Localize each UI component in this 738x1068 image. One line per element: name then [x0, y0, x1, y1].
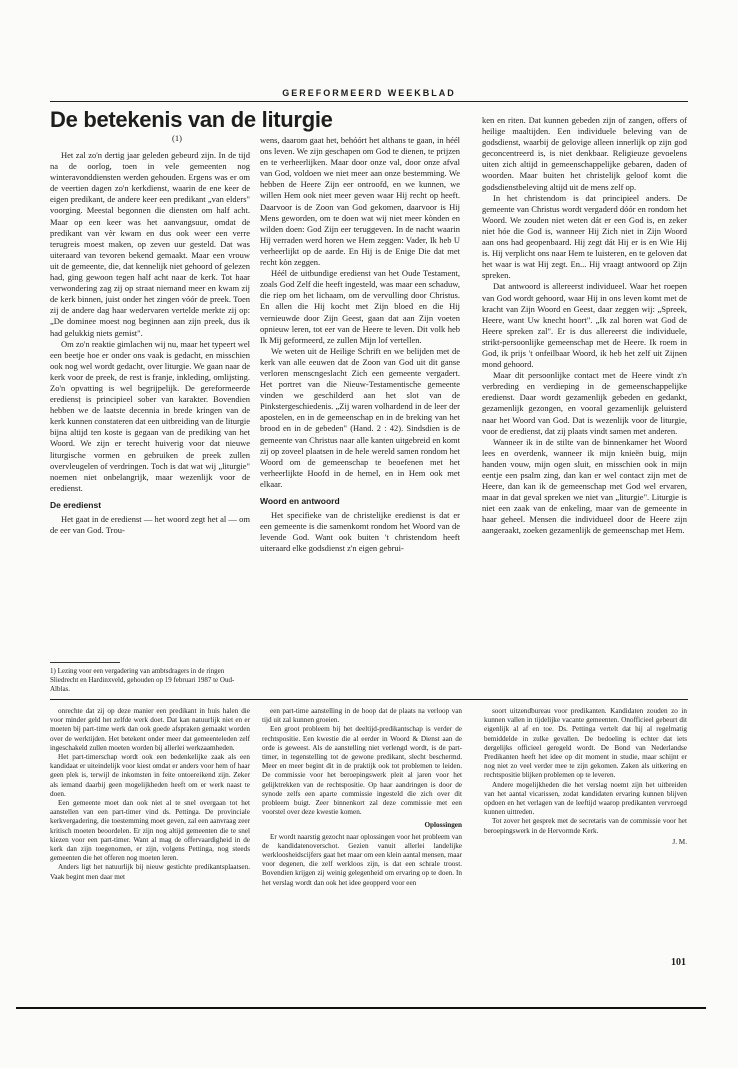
paragraph: Héél de uitbundige eredienst van het Oude Testament, zoals God Zelf die heeft ingesteld, was maar een schaduw, die riep om het lichaam, om de vervulling door Christus. En allen die Hij kocht met Zijn bloed en die Hij vernieuwde door Zijn Geest, gaan dat aan Zijn voeten opnieuw leren, tot eer van de Heere te leven. Dit volk heb Ik Mij geformeerd, ze zullen Mijn lof vertellen. — [260, 268, 460, 345]
paragraph: Een groot probleem bij het deeltijd-predikantschap is verder de rechtspositie. Een kwestie die al eerder in Woord & Dienst aan de orde is geweest. Als de aanstelling niet verlengd wordt, is de part-timer, in tegenstelling tot de gewone predikant, slecht beschermd. Meer en meer begint dit in de praktijk ook tot problemen te leiden. De commissie voor het beroepingswerk pleit al jaren voor het gelijktrekken van de rechtspositie. Op haar aandringen is door de synode zelfs een aparte commissie ingesteld die zich over dit probleem buigt. Zeer binnenkort zal deze commissie met een voorstel over deze kwestie komen. — [262, 725, 462, 817]
paragraph: Om zo'n reaktie gimlachen wij nu, maar het typeert wel een beetje hoe er onder ons vaak is gedacht, en misschien ook nog wel wordt gedacht, over liturgie. We gaan naar de kerk voor de preek, de rest is franje, inkleding, omlijsting. Zo'n opvatting is wel begrijpelijk. De gereformeerde erediensṭ is principieel sober van karakter. Bovendien hebben we de laatste decennia in brede kringen van de kerk kunnen constateren dat een uitbreiding van de liturgie bijna altijd ten koste is gegaan van de prediking van het Woord. We zijn er terecht huiverig voor dat nieuwe liturgische vormen en gebruiken de preek zullen overvleugelen of verdringen. Toch is dat wat wij „liturgie" noemen niet onbelangrijk, maar wezenlijk voor de eredienst. — [50, 338, 250, 493]
paragraph: Wanneer ik in de stilte van de binnenkamer het Woord lees en overdenk, wanneer ik mijn knieën buig, mijn handen vouw, mijn ogen sluit, en misschien ook in mijn eentje een psalm zing, dan kan er wel contact zijn met de Heere, dan kan ik de gemeenschap met God wel ervaren, maar in dat geval spreken we niet van „liturgie". Liturgie is niet een zaak van de enkeling, maar van de gemeente in haar geheel. Mensen die individueel door de Heere zijn aangeraakt, zoeken gezamenlijk de gemeenschap met Hem. — [482, 436, 687, 536]
column-1 — [50, 150, 250, 536]
page-number: 101 — [671, 957, 686, 968]
paragraph: Andere mogelijkheden die het verslag noemt zijn het uitbreiden van het aantal vicarissen, zodat kandidaten ervaring kunnen blijven opdoen en het verlagen van de leeftijd waarop predikanten vervroegd kunnen uittreden. — [484, 780, 687, 817]
paragraph: We weten uit de Heilige Schrift en we belijden met de kerk van alle eeuwen dat de Zoon van God uit dit ganse verloren menscngeslacht Zich een gemeente vergadert. Het portret van die Nieuw-Testamentische gemeente vinden we geschilderd aan het slot van de Pinkstergeschiedenis. „Zij waren volhardend in de leer der apostelen, en in de gemeenschap en in de breking van het brood en in de gebeden" (Hand. 2 : 42). Sindsdien is de gemeente van Christus naar alle kanten uitgebreid en komt zij op zoveel plaatsen in de hele wereld samen rondom het Woord om de gemeenschap te beoefenen met het verheerlijkte Hoofd in de hemel, en in Hem ook met elkaar. — [260, 345, 460, 489]
article-title: De betekenis van de liturgie — [50, 107, 333, 132]
column-2 — [260, 135, 460, 554]
author-signature: J. M. — [672, 837, 687, 846]
paragraph: Het zal zo'n dertig jaar geleden gebeurd zijn. In de tijd na de oorlog, toen in vele gemeenten nog winteravonddiensten werden gehouden. Ergens was er om de veertien dagen zo'n kerkdienst, waarin de ene keer de eigen predikant, de andere keer een predikant „van elders" voorging. Meestal begonnen die diensten om half acht. Maar op een keer was het aanvangsuur, omdat de predikant van vèr kwam en dus ook weer een verre terugreis moest maken, op zeven uur gesteld. Dat was uiteraard van tevoren bekend gemaakt. Maar een vrouw uit de gemeente, die, dat kennelijk niet gehoord of gelezen had, ging gewoon tegen half acht naar de kerk. Tot haar verwondering zag zij op straat niemand meer en kwam zij de kerk binnen, juist onder het zingen vóór de preek. Toen zij de andere dag haar wedervaren vertelde merkte zij op: „De dominee moest nog beginnen aan zijn preek, dus ik had gelukkig niets gemist". — [50, 150, 250, 338]
paragraph: ken en riten. Dat kunnen gebeden zijn of zangen, offers of heilige maaltijden. Een individuele beleving van de godsdienst, waarbij de gelovige alleen innerlijk op zijn god geconcentreerd is, is niet denkbaar. Religieuze gevoelens uiten zich altijd in gemeenschappelijke gebaren, daden of woorden. Maar buiten het christelijk geloof komt die godsdienstbeleving altijd uit de mens zelf op. — [482, 115, 687, 192]
section-divider — [50, 699, 688, 700]
paragraph: Het specifieke van de christelijke eredienst is dat er een gemeente is die samenkomt rondom het Woord van de levende God. Want ook buiten 't christendom heeft uiteraard elke godsdienst z'n eigen gebrui- — [260, 510, 460, 554]
paragraph: Anders ligt het natuurlijk bij nieuw gestichte predikantsplaatsen. Vaak begint men daar met — [50, 863, 250, 881]
paragraph: Tot zover het gesprek met de secretaris van de commissie voor het beroepingswerk in de Hervormde Kerk. — [484, 817, 687, 835]
paragraph: soort uitzendbureau voor predikanten. Kandidaten zouden zo in kunnen vallen in tijdelijke vacante gemeenten. Onofficieel gebeurt dit eigenlijk al af en toe. Ds. Pettinga vertelt dat hij al regelmatig bemiddelde in zulke gevallen. De bedoeling is echter dat iets dergelijks officieel geregeld wordt. De Bond van Nederlandse Predikanten heeft het idee op dit moment in studie, maar schijnt er nog niet zo veel verder mee te zijn gekomen. Zaken als uitkering en rechtspositie blijken problemen op te leveren. — [484, 707, 687, 780]
bottom-column-2 — [262, 707, 462, 888]
section-heading: Oplossingen — [424, 821, 462, 830]
part-number: (1) — [172, 133, 182, 143]
bottom-column-3 — [484, 707, 687, 847]
footnote: 1) Lezing voor een vergadering van ambtsdragers in de ringen Sliedrecht en Hardinxveld, gehouden op 19 februari 1987 te Oud-Alblas. — [50, 667, 235, 693]
section-heading: De eredienst — [50, 499, 102, 510]
running-header: GEREFORMEERD WEEKBLAD — [282, 88, 456, 98]
paragraph: Het part-timerschap wordt ook een bedenkelijke zaak als een kandidaat er uiteindelijk voor kiest omdat er anders voor hem of haar geen plek is, terwijl de inkomsten in feite ontoereikend zijn. Zeker als iemand daarbij geen mogelijkheden heeft om er werk naast te doen. — [50, 753, 250, 798]
paragraph: In het christendom is dat principieel anders. De gemeente van Christus wordt vergaderd dóór en rondom het Woord. We zouden niet weten dát er een God is, en zeker niet hóe die God is, wanneer Hij Zich niet in Zijn Woord aan ons had geopenbaard. Hij zegt dát Hij er is en Wie Hij is. Hij verplicht ons naar Hem te luisteren, en te geloven dat het waar is wat Hij zegt. En... Hij vraagt antwoord op Zijn spreken. — [482, 192, 687, 281]
footnote-rule — [50, 662, 120, 663]
paragraph: wens, daarom gaat het, behóórt het althans te gaan, in héél ons leven. We zijn geschapen om God te dienen, te prijzen en te verheerlijken. Maar door onze val, door onze afval van God, voldoen we niet meer aan onze bestemming. We hebben de Heere Zijn eer ontroofd, en we kunnen, we willen Hem ook niet meer geven waar Hij recht op heeft. Daarvoor is de Zoon van God gekomen, daarvoor is Hij Mens geworden, om te doen wat wij niet meer kònden en wilden doen: God Zijn eer teruggeven. In de nacht waarin Hij verraden werd horen we Hem zeggen: Vader, Ik heb U verheerlijkt op de aarde. En Hij is de Enige Die dat met recht kòn zeggen. — [260, 135, 460, 268]
bottom-column-1 — [50, 707, 250, 882]
section-heading: Woord en antwoord — [260, 496, 340, 506]
paragraph: Het gaat in de eredienst — het woord zegt het al — om de eer van God. Trou- — [50, 514, 250, 536]
paragraph: Dat antwoord is allereerst individueel. Waar het roepen van God wordt gehoord, waar Hij in ons leven komt met de kracht van Zijn Woord en Geest, daar zeggen wij: „Spreek, Heere, want Uw knecht hoort". „Ik zal horen wat God de Heere spreken zal". Er is dus allereerst die individuele, strikt-persoonlijke gemeenschap met de Heere. Ik roem in God, ik prijs 't onfeilbaar Woord, ik heb het zelf uit Zijnen mond gehoord. — [482, 281, 687, 370]
paragraph: onrechte dat zij op deze manier een predikant in huis halen die voor minder geld het zelfde werk doet. Dat kan natuurlijk niet en er moeten bij part-time werk dan ook goede afspraken gemaakt worden over de werktijden. Het betekent onder meer dat gemeenteleden zelf ingeschakeld zullen moeten worden bij allerlei werkzaamheden. — [50, 707, 250, 752]
paragraph: Er wordt naarstig gezocht naar oplossingen voor het probleem van de kandidatenoverschot. Gezien vanuit allerlei landelijke werkloosheidscijfers gaat het maar om een klein aantal mensen, maar voor degenen, die zelf werkloos zijn, is dat een schrale troost. Bovendien krijgen zij weinig gelegenheid om ervaring op te doen. In het verslag wordt dan ook het idee geopperd voor een — [262, 832, 462, 887]
header-rule — [50, 101, 688, 102]
column-3 — [482, 115, 687, 537]
bottom-rule — [16, 1007, 706, 1009]
paragraph: Een gemeente moet dan ook niet al te snel overgaan tot het aanstellen van een part-timer vind ds. Pettinga. De provinciale kerkvergadering, die toestemming moet geven, zal een aanvraag zeer kritisch moeten beoordelen. Er zijn nog altijd gemeenten die te snel kiezen voor een part-timer. Want al mag de offervaardigheid in de kerk dan zijn toegenomen, er zijn, volgens Pettinga, nog steeds gemeenten die het offeren nog moeten leren. — [50, 799, 250, 863]
paragraph: Maar dit persoonlijke contact met de Heere vindt z'n verbreding en verdieping in de gemeenschappelijke eredienst. Daar wordt gezamenlijk gebeden en gedankt, gezamenlijk gezongen, en vooral gezamenlijk geluisterd naar het Woord van God. Dat is wezenlijk voor de liturgie, voor de eredienst, dat zij plaats vindt samen met anderen. — [482, 370, 687, 436]
paragraph: een part-time aanstelling in de hoop dat de plaats na verloop van tijd uit zal kunnen groeien. — [262, 707, 462, 725]
